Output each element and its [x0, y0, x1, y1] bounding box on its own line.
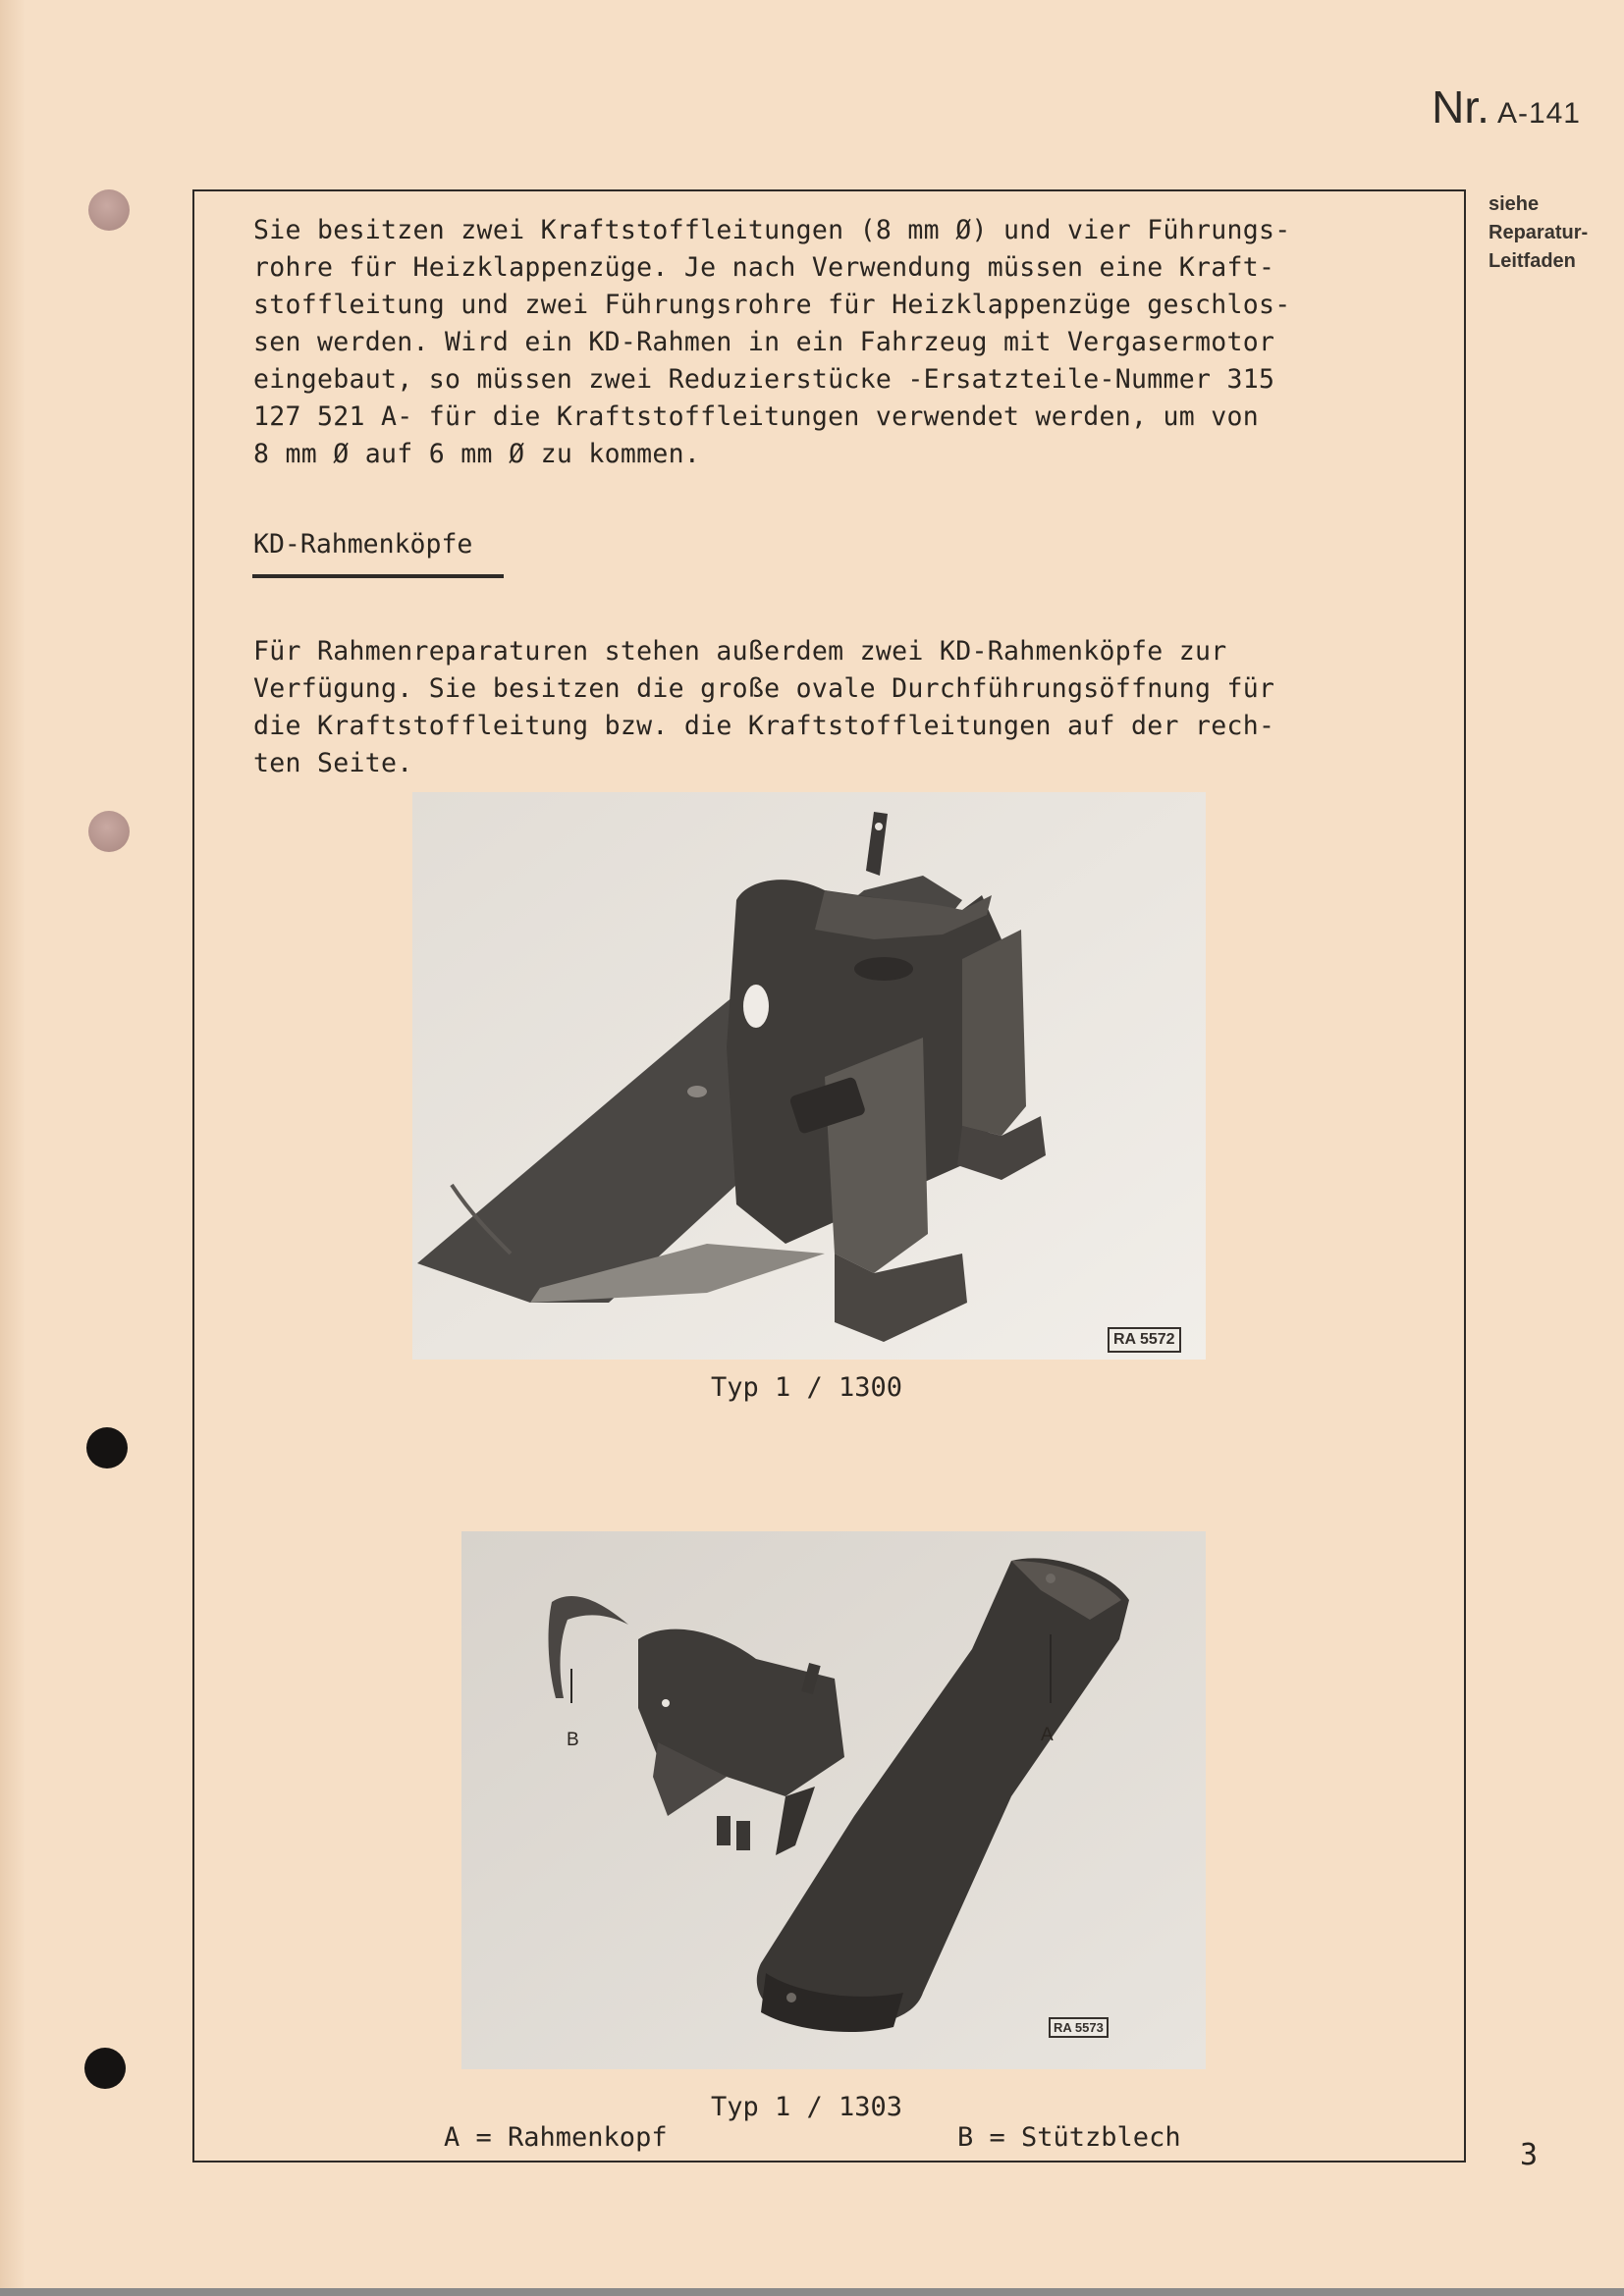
text-line: 127 521 A- für die Kraftstoffleitungen verwendet werden, um von — [253, 401, 1260, 432]
legend-item-a: A = Rahmenkopf — [444, 2122, 668, 2153]
text-line: Sie besitzen zwei Kraftstoffleitungen (8 mm Ø) und vier Führungs- — [253, 215, 1291, 245]
text-line: stoffleitung und zwei Führungsrohre für Heizklappenzüge geschlos- — [253, 290, 1291, 320]
page-number: 3 — [1520, 2138, 1539, 2172]
figure-reference: RA 5573 — [1049, 2017, 1109, 2038]
doc-number-value: A-141 — [1496, 97, 1581, 130]
text-line: 8 mm Ø auf 6 mm Ø zu kommen. — [253, 439, 701, 469]
side-note — [1489, 190, 1616, 276]
text-line: die Kraftstoffleitung bzw. die Kraftstoffleitungen auf der rech- — [253, 711, 1275, 741]
text-line: Verfügung. Sie besitzen die große ovale Durchführungsöffnung für — [253, 673, 1275, 704]
frame-head-photo-1300 — [412, 792, 1206, 1360]
text-line: eingebaut, so müssen zwei Reduzierstücke -Ersatzteile-Nummer 315 — [253, 364, 1275, 395]
punch-hole-1 — [88, 189, 130, 231]
figure-caption: Typ 1 / 1300 — [711, 1372, 903, 1403]
nr-label: Nr. — [1432, 81, 1489, 133]
intro-paragraph — [253, 212, 1412, 473]
figure-reference: RA 5572 — [1108, 1327, 1181, 1353]
side-note-line: Reparatur- — [1489, 222, 1589, 243]
section-heading: KD-Rahmenköpfe — [253, 529, 473, 560]
text-line: Für Rahmenreparaturen stehen außerdem zwei KD-Rahmenköpfe zur — [253, 636, 1227, 667]
text-line: rohre für Heizklappenzüge. Je nach Verwendung müssen eine Kraft- — [253, 252, 1275, 283]
bottom-edge — [0, 2288, 1624, 2296]
frame-head-photo-1303 — [461, 1531, 1206, 2069]
document-number — [1432, 80, 1581, 133]
legend-item-b: B = Stützblech — [957, 2122, 1181, 2153]
punch-hole-4 — [84, 2048, 126, 2089]
label-a: A — [1041, 1725, 1054, 1745]
side-note-line: siehe — [1489, 193, 1540, 215]
text-line: sen werden. Wird ein KD-Rahmen in ein Fahrzeug mit Vergasermotor — [253, 327, 1275, 357]
label-b: B — [567, 1730, 579, 1750]
punch-hole-2 — [88, 811, 130, 852]
heading-underline — [252, 574, 504, 578]
text-line: ten Seite. — [253, 748, 413, 778]
section-paragraph — [253, 633, 1412, 782]
page-edge — [0, 0, 26, 2296]
side-note-line: Leitfaden — [1489, 250, 1576, 272]
punch-hole-3 — [86, 1427, 128, 1468]
figure-caption: Typ 1 / 1303 — [711, 2092, 903, 2122]
